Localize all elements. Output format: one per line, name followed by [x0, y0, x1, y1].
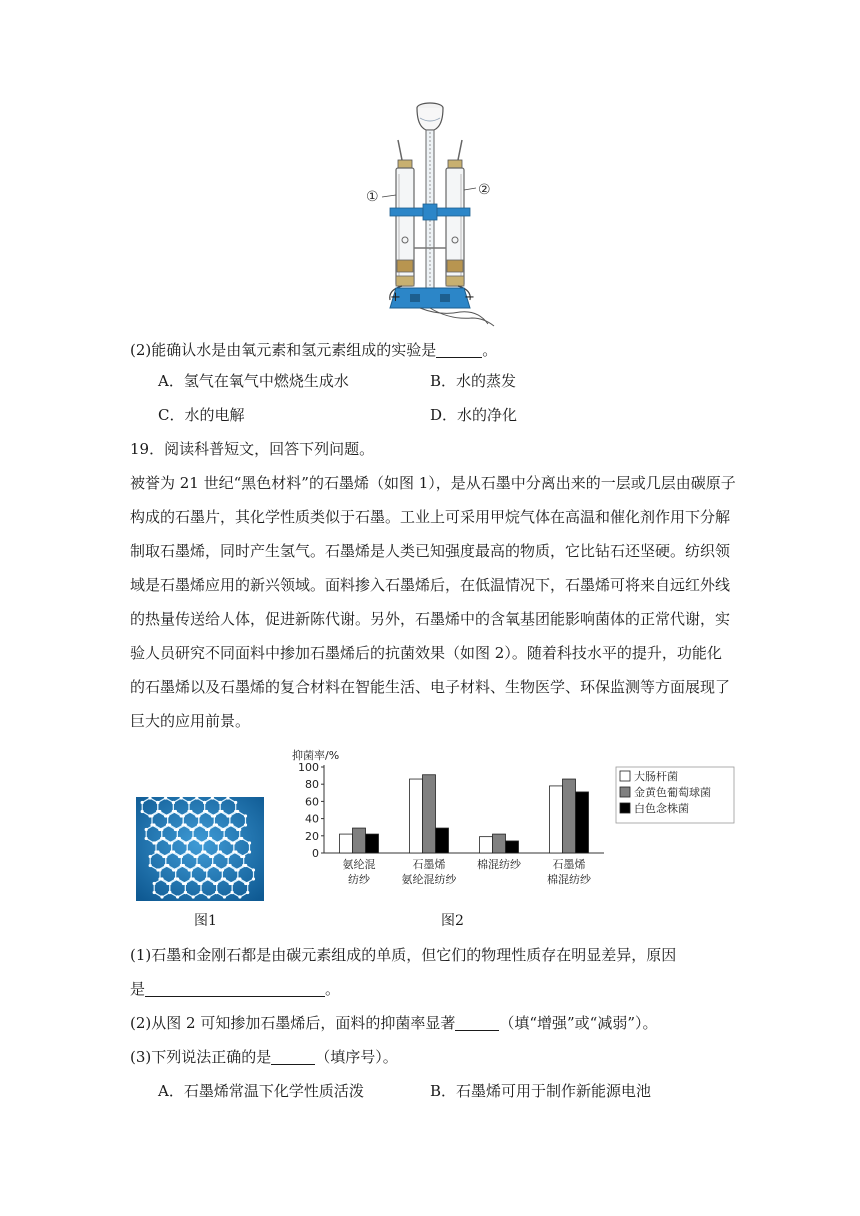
graphene-atom	[166, 814, 169, 817]
graphene-atom	[244, 823, 247, 826]
graphene-atom	[176, 828, 179, 831]
graphene-atom	[215, 882, 218, 885]
graphene-atom	[225, 837, 228, 840]
graphene-atom	[192, 877, 195, 880]
q2-stem-end: 。	[482, 341, 498, 359]
graphene-atom	[219, 801, 222, 804]
graphene-atom	[150, 814, 153, 817]
graphene-atom	[205, 810, 208, 813]
graphene-atom	[164, 855, 167, 858]
graphene-atom	[168, 882, 171, 885]
graphene-atom	[156, 801, 159, 804]
graphene-atom	[174, 868, 177, 871]
graphene-atom	[229, 864, 232, 867]
graphene-atom	[184, 882, 187, 885]
y-tick-label: 100	[298, 761, 319, 774]
y-tick-label: 80	[305, 778, 319, 792]
graphene-atom	[230, 823, 233, 826]
bar	[423, 775, 436, 853]
bar	[366, 834, 379, 853]
graphene-atom	[149, 864, 152, 867]
graphene-atom	[187, 801, 190, 804]
x-tick-label: 棉混纺纱	[477, 858, 521, 871]
graphene-atom	[244, 814, 247, 817]
graphene-atom	[223, 828, 226, 831]
q2-answer-blank[interactable]	[436, 341, 482, 358]
q2-option-d: D．水的净化	[430, 406, 518, 424]
q19-sub3-option-b: B．石墨烯可用于制作新能源电池	[430, 1082, 652, 1100]
graphene-atom	[213, 814, 216, 817]
graphene-atom	[203, 850, 206, 853]
graphene-atom	[180, 855, 183, 858]
q19-sub2-text: (2)从图 2 可知掺加石墨烯后，面料的抑菌率显著	[130, 1014, 456, 1032]
graphene-atom	[217, 841, 220, 844]
apparatus-plus-sign: +	[390, 290, 401, 305]
graphene-atom	[231, 891, 234, 894]
bar	[563, 779, 576, 853]
q2-option-a: A．氢气在氧气中燃烧生成水	[158, 372, 349, 390]
graphene-atom	[141, 810, 144, 813]
q19-sub2-hint: （填“增强”或“减弱”）。	[499, 1014, 658, 1032]
graphene-atom	[238, 895, 241, 898]
antibacterial-bar-chart	[286, 745, 766, 895]
bar	[480, 837, 493, 853]
apparatus-label-1: ①	[366, 189, 379, 205]
graphene-atom	[152, 823, 155, 826]
q19-sub1-end: 。	[325, 980, 341, 998]
graphene-atom	[246, 882, 249, 885]
legend-label: 大肠杆菌	[634, 770, 678, 783]
graphene-atom	[168, 823, 171, 826]
legend-label: 金黄色葡萄球菌	[634, 786, 711, 799]
graphene-atom	[154, 841, 157, 844]
y-tick-label: 60	[305, 795, 319, 809]
graphene-atom	[203, 801, 206, 804]
q2-option-c: C．水的电解	[158, 406, 245, 424]
graphene-atom	[172, 850, 175, 853]
graphene-atom	[236, 868, 239, 871]
graphene-atom	[174, 810, 177, 813]
graphene-atom	[188, 850, 191, 853]
graphene-atom	[207, 828, 210, 831]
passage-line: 巨大的应用前景。	[130, 712, 251, 730]
legend-label: 白色念株菌	[634, 802, 689, 815]
graphene-atom	[186, 841, 189, 844]
graphene-atom	[252, 868, 255, 871]
bar	[353, 828, 366, 853]
graphene-atom	[176, 877, 179, 880]
graphene-atom	[191, 828, 194, 831]
passage-line: 制取石墨烯，同时产生氢气。石墨烯是人类已知强度最高的物质，它比钻石还坚硬。纺织领	[130, 542, 731, 560]
passage-line: 域是石墨烯应用的新兴领域。面料掺入石墨烯后，在低温情况下，石墨烯可将来自远红外线	[130, 576, 731, 594]
graphene-atom	[238, 828, 241, 831]
graphene-atom	[234, 801, 237, 804]
graphene-atom	[209, 837, 212, 840]
bar	[436, 828, 449, 853]
graphene-atom	[160, 877, 163, 880]
legend-swatch	[620, 771, 630, 781]
y-tick-label: 0	[312, 847, 319, 860]
graphene-atom	[160, 828, 163, 831]
q19-sub1-answer-blank[interactable]	[145, 980, 325, 997]
q2-option-b: B．水的蒸发	[430, 372, 517, 390]
graphene-atom	[201, 841, 204, 844]
graphene-atom	[192, 895, 195, 898]
x-tick-label: 棉混纺纱	[547, 873, 591, 886]
q2-stem-text: (2)能确认水是由氧元素和氢元素组成的实验是	[130, 341, 437, 359]
graphene-atom	[182, 814, 185, 817]
graphene-atom	[182, 864, 185, 867]
q19-sub2	[130, 1012, 658, 1034]
graphene-atom	[153, 882, 156, 885]
graphene-atom	[223, 895, 226, 898]
graphene-atom	[213, 864, 216, 867]
graphene-atom	[227, 855, 230, 858]
graphene-atom	[199, 823, 202, 826]
graphene-atom	[199, 882, 202, 885]
x-tick-label: 石墨烯	[412, 858, 446, 871]
graphene-atom	[158, 810, 161, 813]
bar	[550, 786, 563, 853]
graphene-atom	[184, 891, 187, 894]
q19-sub3-answer-blank[interactable]	[271, 1048, 315, 1065]
graphene-atom	[166, 864, 169, 867]
graphene-atom	[223, 877, 226, 880]
graphene-atom	[238, 877, 241, 880]
passage-line: 验人员研究不同面料中掺加石墨烯后的抗菌效果（如图 2）。随着科技水平的提升，功能化	[130, 644, 722, 662]
graphene-atom	[172, 801, 175, 804]
passage-line: 的热量传送给人体，促进新陈代谢。另外，石墨烯中的含氧基团能影响菌体的正常代谢，实	[130, 610, 731, 628]
graphene-atom	[170, 841, 173, 844]
x-tick-label: 氨纶混纺纱	[401, 873, 457, 886]
graphene-atom	[240, 837, 243, 840]
passage-line: 被誉为 21 世纪“黑色材料”的石墨烯（如图 1），是从石墨中分离出来的一层或几层由碳原子	[130, 474, 736, 492]
q19-sub1-line1: (1)石墨和金刚石都是由碳元素组成的单质，但它们的物理性质存在明显差异，原因	[130, 946, 677, 964]
x-tick-label: 纺纱	[348, 873, 370, 886]
graphene-atom	[153, 891, 156, 894]
q19-sub3	[130, 1046, 398, 1068]
graphene-atom	[211, 855, 214, 858]
graphene-atom	[158, 868, 161, 871]
q19-sub3-text: (3)下列说法正确的是	[130, 1048, 272, 1066]
graphene-atom	[207, 877, 210, 880]
q19-sub3-hint: （填序号）。	[315, 1048, 398, 1066]
graphene-atom	[231, 882, 234, 885]
graphene-atom	[189, 810, 192, 813]
apparatus-minus-sign: −	[464, 290, 475, 305]
y-axis-label: 抑菌率/%	[292, 749, 340, 762]
graphene-atom	[141, 801, 144, 804]
q19-sub1-line2	[130, 978, 340, 1000]
x-tick-label: 氨纶混	[342, 858, 376, 871]
graphene-atom	[156, 850, 159, 853]
graphene-atom	[205, 868, 208, 871]
y-tick-label: 20	[305, 829, 319, 843]
fig1-caption: 图1	[194, 913, 217, 929]
fig2-caption: 图2	[441, 913, 464, 929]
graphene-atom	[199, 891, 202, 894]
graphene-atom	[215, 891, 218, 894]
bar	[340, 834, 353, 853]
graphene-atom	[248, 841, 251, 844]
graphene-atom	[228, 814, 231, 817]
q19-heading: 19．阅读科普短文，回答下列问题。	[130, 440, 375, 458]
graphene-atom	[221, 810, 224, 813]
bar	[576, 792, 589, 853]
graphene-atom	[232, 841, 235, 844]
bar	[506, 841, 519, 853]
bar	[493, 834, 506, 853]
graphene-atom	[207, 895, 210, 898]
graphene-atom	[252, 877, 255, 880]
graphene-atom	[184, 823, 187, 826]
legend-swatch	[620, 787, 630, 797]
graphene-atom	[221, 868, 224, 871]
graphene-atom	[178, 837, 181, 840]
graphene-atom	[176, 895, 179, 898]
graphene-atom	[219, 850, 222, 853]
graphene-atom	[145, 837, 148, 840]
graphene-atom	[242, 855, 245, 858]
legend-swatch	[620, 803, 630, 813]
passage-line: 的石墨烯以及石墨烯的复合材料在智能生活、电子材料、生物医学、环保监测等方面展现了	[130, 678, 731, 696]
apparatus-label-2: ②	[478, 182, 491, 198]
x-tick-label: 石墨烯	[552, 858, 586, 871]
q19-sub2-answer-blank[interactable]	[455, 1014, 499, 1031]
q19-sub3-option-a: A．石墨烯常温下化学性质活泼	[158, 1082, 364, 1100]
graphene-atom	[248, 850, 251, 853]
graphene-atom	[190, 868, 193, 871]
graphene-atom	[160, 895, 163, 898]
q19-sub1-prefix: 是	[130, 980, 146, 998]
graphene-atom	[244, 864, 247, 867]
graphene-atom	[234, 850, 237, 853]
graphene-image	[136, 797, 264, 901]
graphene-atom	[215, 823, 218, 826]
graphene-atom	[162, 837, 165, 840]
y-tick-label: 40	[305, 812, 319, 826]
bar	[410, 779, 423, 853]
graphene-atom	[197, 864, 200, 867]
graphene-atom	[197, 814, 200, 817]
graphene-atom	[236, 810, 239, 813]
graphene-atom	[145, 828, 148, 831]
graphene-atom	[246, 891, 249, 894]
graphene-atom	[195, 855, 198, 858]
graphene-atom	[149, 855, 152, 858]
graphene-atom	[193, 837, 196, 840]
q2-stem	[130, 339, 497, 361]
electrolysis-apparatus-figure	[360, 100, 520, 330]
passage-line: 构成的石墨片，其化学性质类似于石墨。工业上可采用甲烷气体在高温和催化剂作用下分解	[130, 508, 731, 526]
graphene-atom	[168, 891, 171, 894]
